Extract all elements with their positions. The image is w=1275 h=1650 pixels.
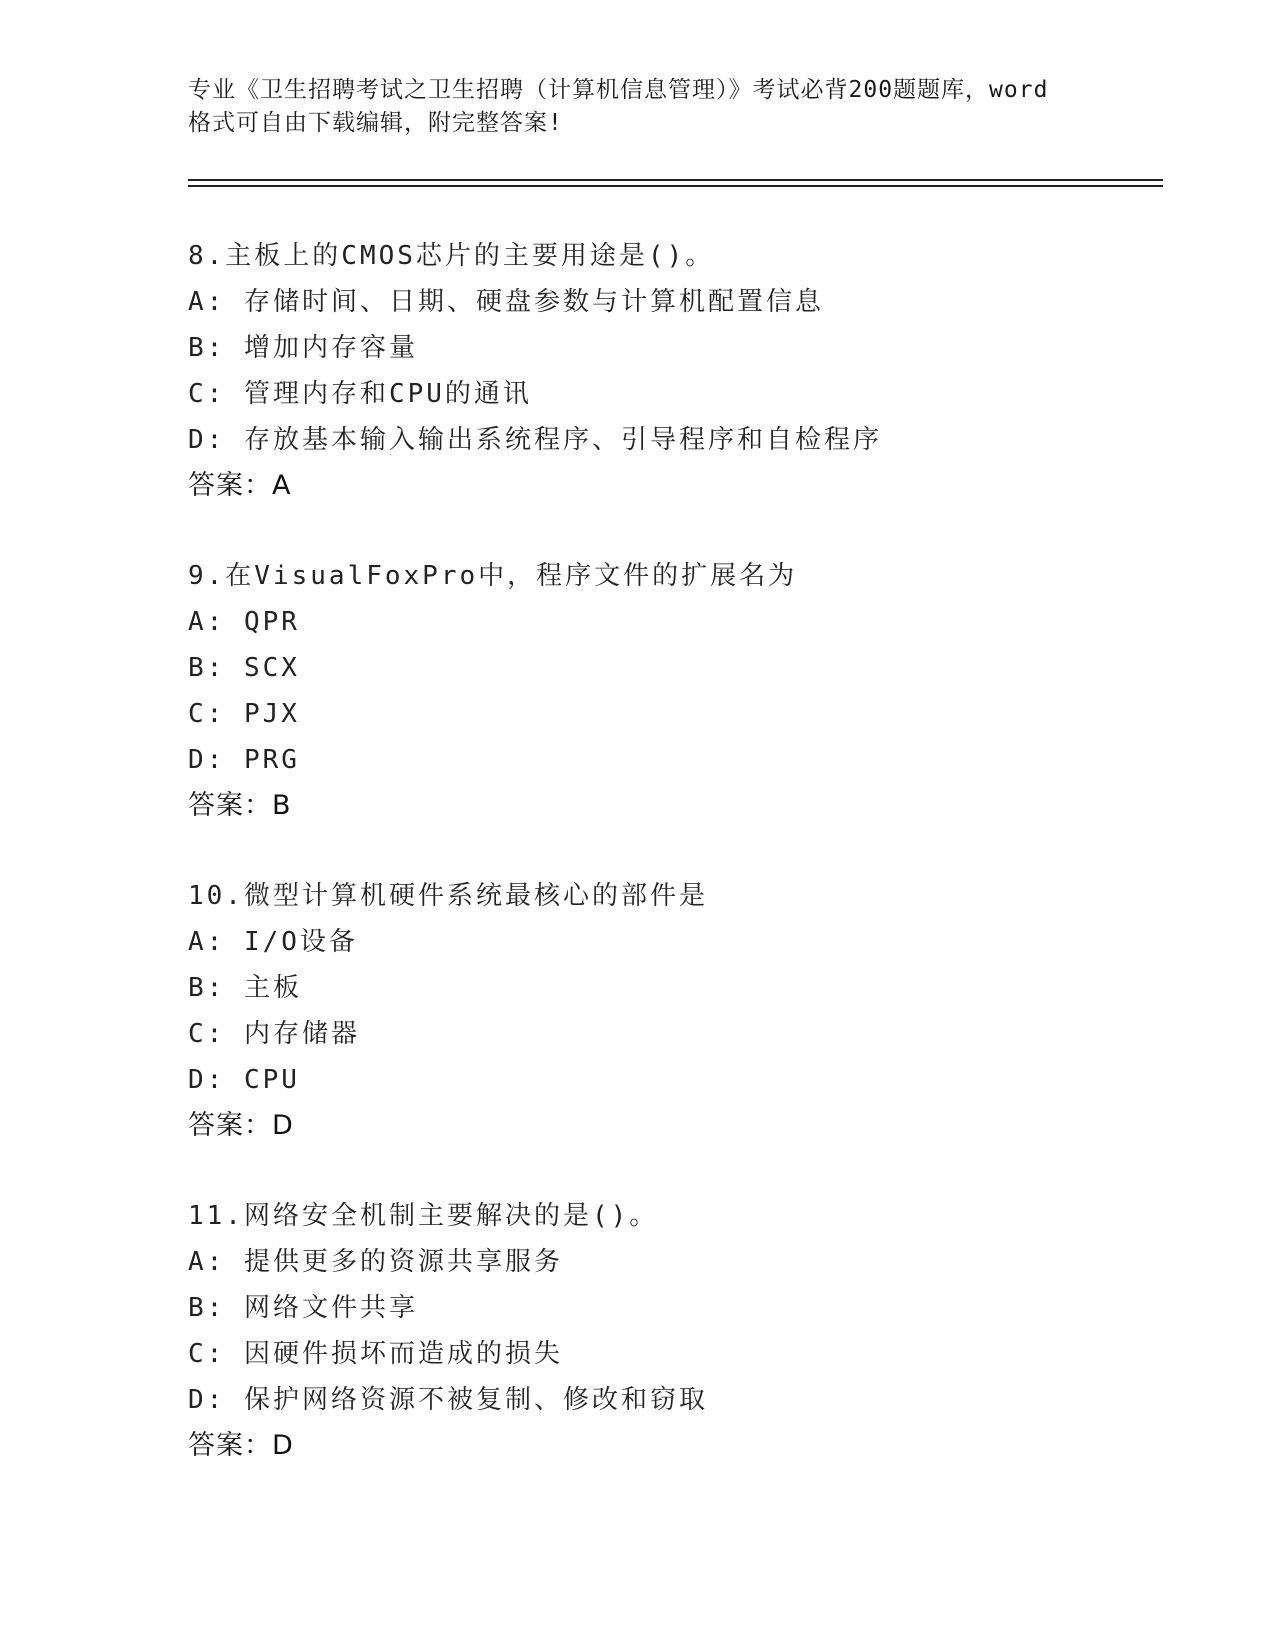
header-divider-top bbox=[188, 179, 1163, 181]
question-stem: 9.在VisualFoxPro中，程序文件的扩展名为 bbox=[188, 561, 798, 591]
question-11 bbox=[188, 1193, 1148, 1469]
document-header bbox=[188, 74, 1128, 140]
option-a: A: QPR bbox=[188, 607, 300, 637]
answer-line: 答案：D bbox=[188, 1430, 294, 1461]
question-stem: 10.微型计算机硬件系统最核心的部件是 bbox=[188, 881, 708, 911]
option-d: D: 存放基本输入输出系统程序、引导程序和自检程序 bbox=[188, 425, 882, 455]
header-line-1: 专业《卫生招聘考试之卫生招聘（计算机信息管理）》考试必背200题题库，word bbox=[188, 77, 1049, 103]
option-a: A: 存储时间、日期、硬盘参数与计算机配置信息 bbox=[188, 287, 824, 317]
option-c: C: PJX bbox=[188, 699, 300, 729]
option-d: D: CPU bbox=[188, 1065, 300, 1095]
answer-line: 答案：D bbox=[188, 1110, 294, 1141]
question-10 bbox=[188, 873, 1148, 1149]
option-c: C: 管理内存和CPU的通讯 bbox=[188, 379, 532, 409]
question-8 bbox=[188, 233, 1148, 509]
option-b: B: SCX bbox=[188, 653, 300, 683]
option-a: A: I/O设备 bbox=[188, 927, 358, 957]
option-b: B: 主板 bbox=[188, 973, 302, 1003]
question-stem: 11.网络安全机制主要解决的是()。 bbox=[188, 1201, 659, 1231]
question-9 bbox=[188, 553, 1148, 829]
option-d: D: 保护网络资源不被复制、修改和窃取 bbox=[188, 1385, 708, 1415]
header-divider-bottom bbox=[188, 185, 1163, 187]
header-line-2: 格式可自由下载编辑，附完整答案! bbox=[188, 110, 563, 136]
option-c: C: 因硬件损坏而造成的损失 bbox=[188, 1339, 563, 1369]
option-a: A: 提供更多的资源共享服务 bbox=[188, 1247, 563, 1277]
option-d: D: PRG bbox=[188, 745, 300, 775]
option-b: B: 增加内存容量 bbox=[188, 333, 418, 363]
question-stem: 8.主板上的CMOS芯片的主要用途是()。 bbox=[188, 241, 715, 271]
option-c: C: 内存储器 bbox=[188, 1019, 360, 1049]
option-b: B: 网络文件共享 bbox=[188, 1293, 418, 1323]
answer-line: 答案：B bbox=[188, 790, 292, 821]
answer-line: 答案：A bbox=[188, 470, 292, 501]
